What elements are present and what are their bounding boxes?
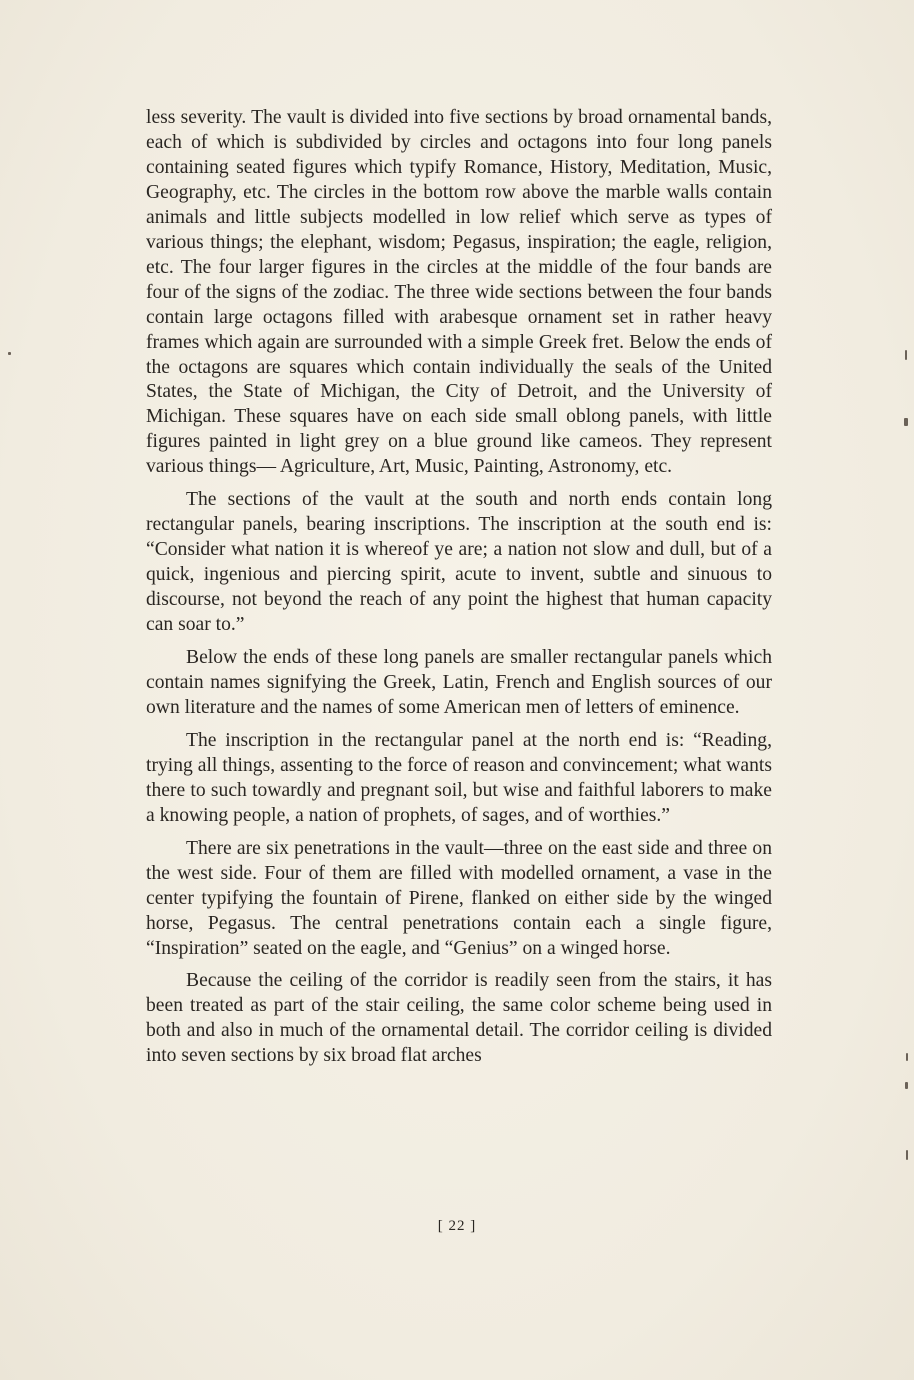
paragraph-3: Below the ends of these long panels are smaller rectangular panels which contain names signifying the Greek, Latin, French and English sources of our own literature and the names of some American men of letters of eminence. (146, 647, 772, 718)
edge-mark (906, 1150, 908, 1160)
paragraph-5: There are six penetrations in the vault—three on the east side and three on the west side. Four of them are filled with modelled ornament, a vase in the center typifying the fountain of Pirene, flanked on either side by the winged horse, Pegasus. The central penetrations contain each a single figure, “Inspiration” seated on the eagle, and “Genius” on a winged horse. (146, 837, 772, 959)
edge-mark (905, 1082, 908, 1089)
edge-mark (8, 352, 11, 355)
paragraph-4: The inscription in the rectangular panel at the north end is: “Reading, trying all things, assenting to the force of reason and convincement; what wants there to such towardly and pregnant soil, but wise and faithful laborers to make a knowing people, a nation of prophets, of sages, and of worthies.” (146, 729, 772, 826)
paragraph-2: The sections of the vault at the south and north ends contain long rectangular panels, bearing inscriptions. The inscription at the south end is: “Consider what nation it is whereof ye are; a nation not slow and dull, but of a quick, ingenious and piercing spirit, acute to invent, subtle and sinuous to discourse, not beyond the reach of any point the highest that human capacity can soar to.” (146, 489, 772, 636)
body-text (146, 106, 772, 1077)
edge-mark (905, 350, 907, 360)
edge-mark (906, 1053, 908, 1061)
paragraph-6: Because the ceiling of the corridor is readily seen from the stairs, it has been treated as part of the stair ceiling, the same color scheme being used in both and also in much of the ornamental detail. The corridor ceiling is divided into seven sections by six broad flat arches (146, 970, 772, 1067)
edge-mark (904, 418, 908, 426)
page-number: [ 22 ] (437, 1218, 477, 1234)
paragraph-1: less severity. The vault is divided into five sections by broad ornamental bands, each of which is subdivided by circles and octagons into four long panels containing seated figures which typify Romance, History, Meditation, Music, Geography, etc. The circles in the bottom row above the marble walls contain animals and little subjects modelled in low relief which serve as types of various things; the elephant, wisdom; Pegasus, inspiration; the eagle, religion, etc. The four larger figures in the circles at the middle of the four bands are four of the signs of the zodiac. The three wide sections between the four bands contain large octagons filled with arabesque ornament set in rather heavy frames which again are surrounded with a simple Greek fret. Below the ends of the octagons are squares which contain individually the seals of the United States, the State of Michigan, the City of Detroit, and the University of Michigan. These squares have on each side small oblong panels, with little figures painted in light grey on a blue ground like cameos. They represent various things— Agriculture, Art, Music, Painting, Astronomy, etc. (146, 107, 772, 478)
